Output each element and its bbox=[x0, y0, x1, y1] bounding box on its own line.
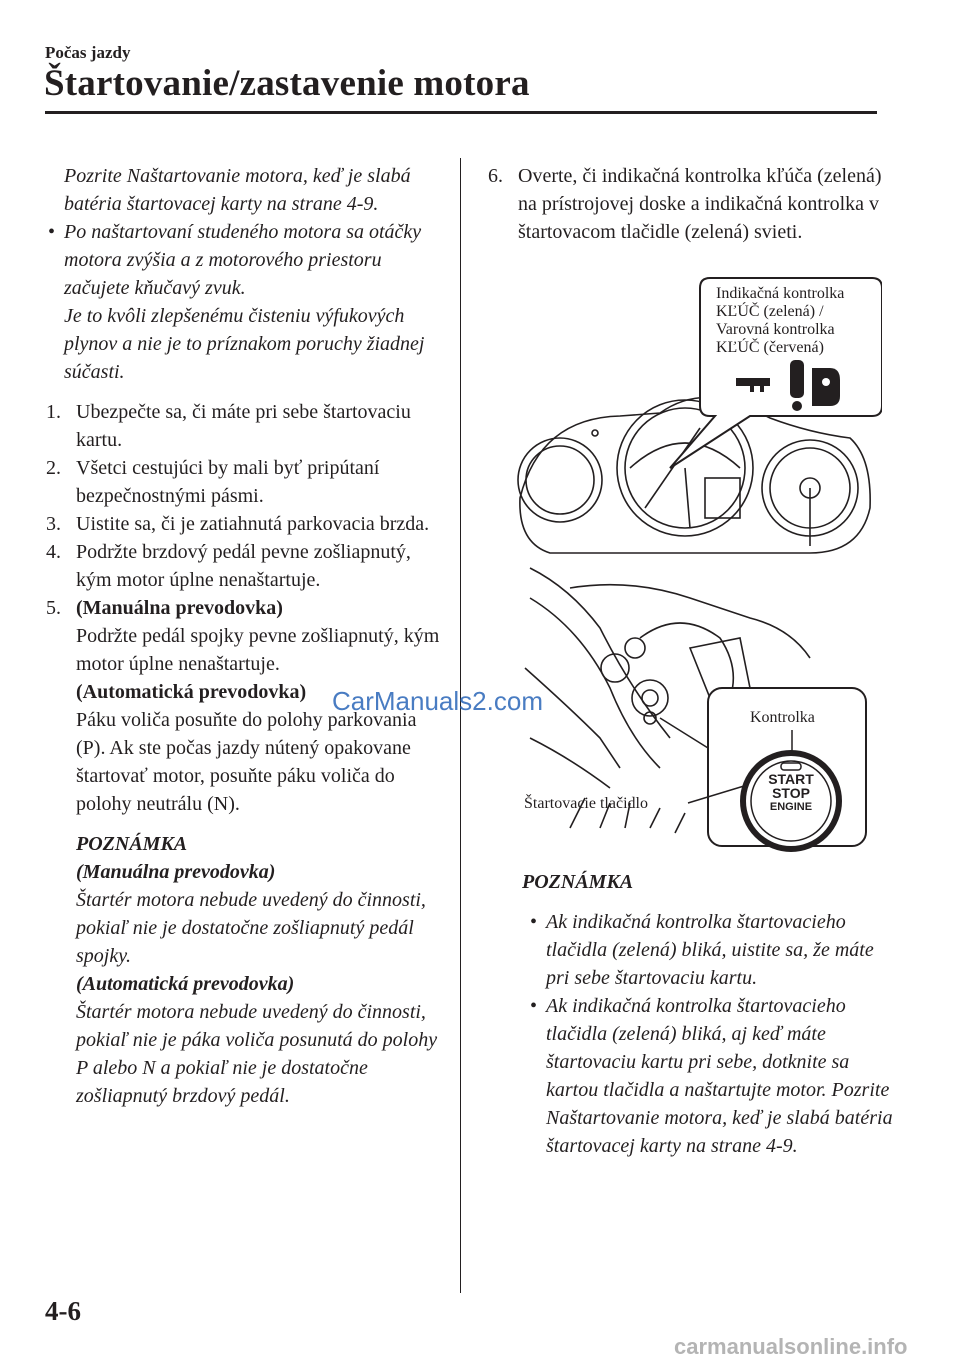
note-bullet-cold-engine bbox=[46, 218, 446, 386]
step-number: 5. bbox=[46, 597, 61, 619]
callout-line-1: Indikačná kontrolka bbox=[716, 285, 845, 302]
bullet-text: Ak indikačná kontrolka štartovacieho tlačidla (zelená) bliká, uistite sa, že máte pri sebe štartovaciu kartu. bbox=[546, 911, 874, 989]
column-divider bbox=[460, 158, 461, 1293]
note-at-text: Štartér motora nebude uvedený do činnosti, pokiaľ nie je páka voliča posunutá do polohy P alebo N a pokiaľ nie je dostatočne zošliapnutý brzdový pedál. bbox=[76, 1001, 438, 1107]
step-number: 3. bbox=[46, 513, 61, 535]
step-number: 2. bbox=[46, 457, 61, 479]
instrument-cluster-figure bbox=[510, 268, 882, 858]
footer-site: carmanualsonline.info bbox=[674, 1334, 908, 1359]
page-title: Štartovanie/zastavenie motora bbox=[44, 63, 530, 104]
automatic-transmission-heading: (Automatická prevodovka) bbox=[76, 681, 307, 703]
step-text: Ubezpečte sa, či máte pri sebe štartovaciu kartu. bbox=[76, 401, 411, 451]
bullet-text: Po naštartovaní studeného motora sa otáčky motora zvýšia a z motorového priestoru začujete kňučavý zvuk. bbox=[64, 221, 422, 299]
step-6 bbox=[488, 162, 888, 246]
step-number: 6. bbox=[488, 165, 503, 187]
automatic-transmission-text: Páku voliča posuňte do polohy parkovania (P). Ak ste počas jazdy nútený opakovane štartovať motor, posuňte páku voliča do polohy neutrálu (N). bbox=[76, 709, 417, 815]
instrument-cluster-illustration bbox=[518, 397, 870, 553]
step-2 bbox=[46, 454, 446, 510]
button-text-stop: STOP bbox=[772, 785, 810, 801]
page-number: 4-6 bbox=[45, 1296, 81, 1326]
step-4 bbox=[46, 538, 446, 594]
key-indicator-callout bbox=[670, 278, 882, 468]
left-column bbox=[46, 162, 446, 1110]
step-text: Overte, či indikačná kontrolka kľúča (zelená) na prístrojovej doske a indikačná kontrolka v štartovacom tlačidle (zelená) svieti. bbox=[518, 165, 882, 243]
bullet-mark: • bbox=[530, 995, 538, 1017]
note-heading: POZNÁMKA bbox=[522, 871, 634, 893]
note-left bbox=[46, 830, 446, 1110]
note-bullet-1 bbox=[528, 908, 902, 992]
note-bullet-2 bbox=[528, 992, 902, 1160]
callout-line-2: KĽÚČ (zelená) / bbox=[716, 303, 824, 320]
step-number: 4. bbox=[46, 541, 61, 563]
figure-svg bbox=[510, 268, 882, 858]
section-label: Počas jazdy bbox=[45, 43, 131, 62]
note-at-heading: (Automatická prevodovka) bbox=[76, 973, 295, 995]
note-right bbox=[522, 868, 902, 1160]
callout-line-4: KĽÚČ (červená) bbox=[716, 339, 824, 356]
right-column bbox=[488, 162, 888, 246]
step-text: Podržte brzdový pedál pevne zošliapnutý, kým motor úplne nenaštartuje. bbox=[76, 541, 411, 591]
bullet-text: Ak indikačná kontrolka štartovacieho tlačidla (zelená) bliká, aj keď máte štartovaciu kartu pri sebe, dotknite sa kartou tlačidla a naštartujte motor. Pozrite Naštartovanie motora, keď je slabá batéria štartovacej karty na strane 4-9. bbox=[546, 995, 893, 1157]
step-number: 1. bbox=[46, 401, 61, 423]
bullet-mark: • bbox=[48, 221, 56, 243]
indicator-label: Kontrolka bbox=[750, 709, 815, 726]
note-mt-heading: (Manuálna prevodovka) bbox=[76, 861, 276, 883]
start-button-detail bbox=[660, 688, 866, 849]
bullet-mark: • bbox=[530, 911, 538, 933]
manual-transmission-heading: (Manuálna prevodovka) bbox=[76, 597, 283, 619]
step-1 bbox=[46, 398, 446, 454]
button-text-start: START bbox=[768, 771, 814, 787]
step-text: Všetci cestujúci by mali byť pripútaní bezpečnostnými pásmi. bbox=[76, 457, 380, 507]
callout-line-3: Varovná kontrolka bbox=[716, 321, 835, 338]
manual-transmission-text: Podržte pedál spojky pevne zošliapnutý, kým motor úplne nenaštartuje. bbox=[76, 625, 440, 675]
note-mt-text: Štartér motora nebude uvedený do činnosti, pokiaľ nie je dostatočne zošliapnutý pedál spojky. bbox=[76, 889, 426, 967]
start-button-label: Štartovacie tlačidlo bbox=[524, 795, 648, 812]
button-text-engine: ENGINE bbox=[769, 801, 813, 813]
step-text: Uistite sa, či je zatiahnutá parkovacia brzda. bbox=[76, 513, 430, 535]
intro-reference: Pozrite Naštartovanie motora, keď je slabá batéria štartovacej karty na strane 4-9. bbox=[64, 165, 411, 215]
bullet-text-continued: Je to kvôli zlepšenému čisteniu výfukových plynov a nie je to príznakom poruchy žiadnej súčasti. bbox=[64, 305, 425, 383]
note-heading: POZNÁMKA bbox=[76, 833, 188, 855]
header-rule bbox=[45, 111, 877, 114]
watermark-logo: CarManuals2.com bbox=[332, 686, 543, 716]
step-3 bbox=[46, 510, 446, 538]
